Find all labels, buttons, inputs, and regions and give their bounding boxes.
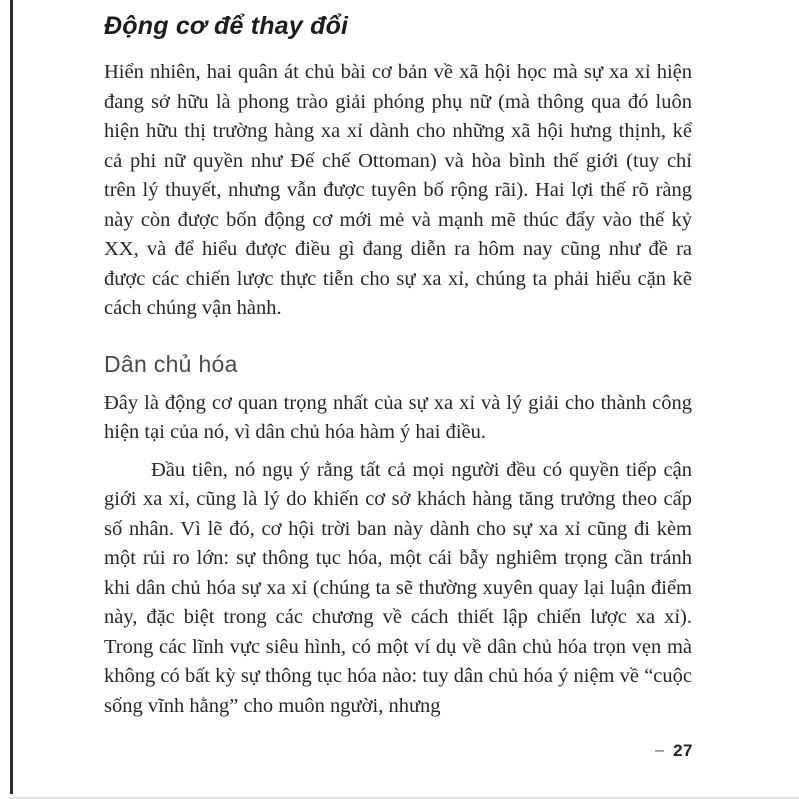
subheading-dan-chu-hoa: Dân chủ hóa xyxy=(104,350,238,377)
footer-dash: – xyxy=(655,742,665,759)
page-left-edge-line xyxy=(10,0,13,794)
page-content xyxy=(104,12,692,721)
paragraph-2: Đây là động cơ quan trọng nhất của sự xa xỉ và lý giải cho thành công hiện tại của nó, vì dân chủ hóa hàm ý hai điều. xyxy=(104,391,692,443)
paragraph-1: Hiển nhiên, hai quân át chủ bài cơ bản về xã hội học mà sự xa xỉ hiện đang sở hữu là phong trào giải phóng phụ nữ (mà thông qua đó luôn hiện hữu thị trường hàng xa xỉ dành cho những xã hội hưng thịnh, kể cả phi nữ quyền như Đế chế Ottoman) và hòa bình thế giới (tuy chỉ trên lý thuyết, nhưng vẫn được tuyên bố rộng rãi). Hai lợi thế rõ ràng này còn được bốn động cơ mới mẻ và mạnh mẽ thúc đẩy vào thế kỷ XX, và để hiểu được điều gì đang diễn ra hôm nay cũng như đề ra được các chiến lược thực tiễn cho sự xa xỉ, chúng ta phải hiểu cặn kẽ cách chúng vận hành. xyxy=(104,61,692,319)
page-number: 27 xyxy=(673,741,693,760)
page-footer xyxy=(655,741,693,761)
paragraph-3: Đầu tiên, nó ngụ ý rằng tất cả mọi người đều có quyền tiếp cận giới xa xỉ, cũng là lý do khiến cơ sở khách hàng tăng trưởng theo cấp số nhân. Vì lẽ đó, cơ hội trời ban này dành cho sự xa xỉ cũng đi kèm một rủi ro lớn: sự thông tục hóa, một cái bẫy nghiêm trọng cần tránh khi dân chủ hóa sự xa xỉ (chúng ta sẽ thường xuyên quay lại luận điểm này, đặc biệt trong các chương về cách thiết lập chiến lược xa xỉ). Trong các lĩnh vực siêu hình, có một ví dụ về dân chủ hóa trọn vẹn mà không có bất kỳ sự thông tục hóa nào: tuy dân chủ hóa ý niệm về “cuộc sống vĩnh hằng” cho muôn người, nhưng xyxy=(104,458,692,717)
section-title: Động cơ để thay đổi xyxy=(104,12,349,40)
